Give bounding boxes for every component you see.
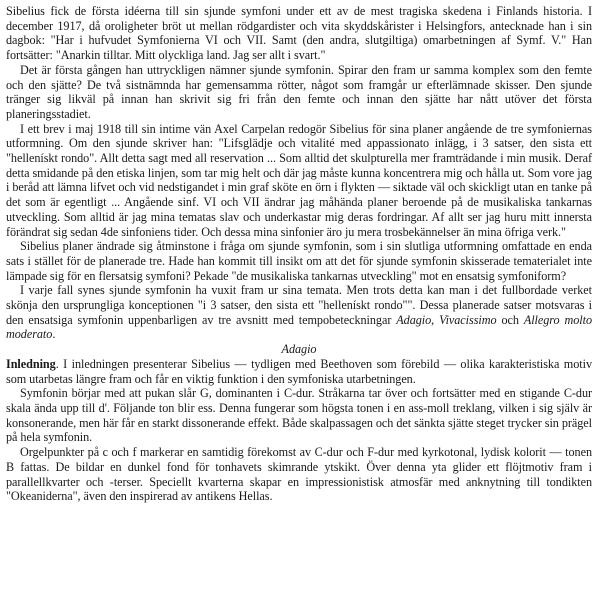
paragraph-carpelan-letter: I ett brev i maj 1918 till sin intime vän Axel Carpelan redogör Sibelius för sina planer angående de tre symfoniernas utformning. Om den sjunde skriver han: "Lifsglädje och vitalité med appassionato inlägg, i 3 satser, den sista ett "hellenískt rondo". Allt detta sagt med all reservation ... Som alltid det skulpturella mer framträdande i min musik. Deraf detta smidande på den etiska linjen, som tar mig helt och där jag måste kunna koncentrera mig och hålla ut. Som vore jag i beråd att lämna lifvet och vid nedstigandet i min graf sköte en örn i flykten — siktade väl och skickligt utan en tanke på det som är egentligt ... Angående sinf. VI och VII ändrar jag måhända planer beroende på de musikaliska tankarnas utveckling. Som alltid är jag mina tematas slav och underkastar mig deras fordringar. Af allt ser jag huru mitt innersta förändrat sig sedan 4de sinfoniens tider. Och dessa mina sinfonier äro ju mera trosbekännelser än mina öfriga verk." <box>6 121 592 239</box>
tempo-marking-vivacissimo: Vivacissimo <box>439 312 497 327</box>
section-heading-adagio: Adagio <box>281 342 317 357</box>
paragraph-tempo-sections <box>6 283 592 342</box>
lead-word-inledning: Inledning <box>6 356 56 371</box>
paragraph-introduction <box>6 357 592 386</box>
paragraph-seventh-symphony: Det är första gången han uttryckligen nämner sjunde symfonin. Spirar den fram ur samma komplex som den femte och den sjätte? De två sistnämnda har gemensamma rötter, något som framgår ur efterlämnade skisser. Den sjunde tränger sig likväl på innan han skrivit sig fri från den femte och innan den sjätte har nått utöver det första planeringsstadiet. <box>6 62 592 121</box>
tempo-separator: , <box>431 312 440 327</box>
introduction-text: . I inledningen presenterar Sibelius — tydligen med Beethoven som förebild — olika karakteristiska motiv som utarbetas längre fram och får en viktig funktion i den symfoniska utarbetningen. <box>6 356 592 386</box>
tempo-marking-allegro: Allegro molto moderato <box>6 312 592 342</box>
tempo-separator: och <box>496 312 524 327</box>
paragraph-intro: Sibelius fick de första idéerna till sin sjunde symfoni under ett av de mest tragiska skedena i Finlands historia. I december 1917, då oroligheter bröt ut mellan rödgardister och vita skyddskårister i Helsingfors, antecknade han i sin dagbok: "Har i hufvudet Symfonierna VI och VII. Samt (den andra, slutgiltiga) omarbetningen af Symf. V." Han fortsätter: "Anarkin tilltar. Mitt olyckliga land. Jag ser allt i svart." <box>6 4 592 63</box>
document-page <box>6 4 592 504</box>
tempo-paragraph-text: I varje fall synes sjunde symfonin ha vuxit fram ur sina temata. Men trots detta kan man i det fullbordade verket skönja den ursprungliga konceptionen "i 3 satser, den sista ett "hellenískt rondo"". Dessa planerade satser motsvaras i den ensatsiga symfonin uppenbarligen av tre avsnitt med tempobeteckningar <box>6 283 592 327</box>
paragraph-changed-plans: Sibelius planer ändrade sig åtminstone i fråga om sjunde symfonin, som i sin slutliga utformning omfattade en enda sats i stället för de planerade tre. Hade han kommit till insikt om att det för sjunde symfonin skisserade tematerialet inte lämpade sig för en flersatsig symfoni? Pekade "de musikaliska tankarnas utveckling" mot en ensatsig symfoniform? <box>6 239 592 283</box>
tempo-marking-adagio: Adagio <box>396 312 432 327</box>
tempo-paragraph-end: . <box>52 327 56 342</box>
paragraph-organ-points: Orgelpunkter på c och f markerar en samtidig förekomst av C-dur och F-dur med kyrkotonal, lydisk kolorit — tonen B fattas. De bildar en dunkel fond för tonhavets skimrande ytskikt. Över denna yta glider ett flöjtmotiv fram i parallellkvarter och -terser. Speciellt kvarterna skapar en impressionistisk atmosfär med anknytning till tondikten "Okeaniderna", även den inspirerad av antikens Hellas. <box>6 445 592 504</box>
paragraph-timpani-opening: Symfonin börjar med att pukan slår G, dominanten i C-dur. Stråkarna tar över och fortsätter med en stigande C-dur skala ända upp till d'. Följande ton blir ess. Denna fungerar som högsta tonen i en ass-moll treklang, vilken i sig själv är konsonerande, men här får en starkt dissonerande effekt. Både skalpassagen och det sänkta sjätte steget trycker sin prägel på hela symfonin. <box>6 386 592 445</box>
